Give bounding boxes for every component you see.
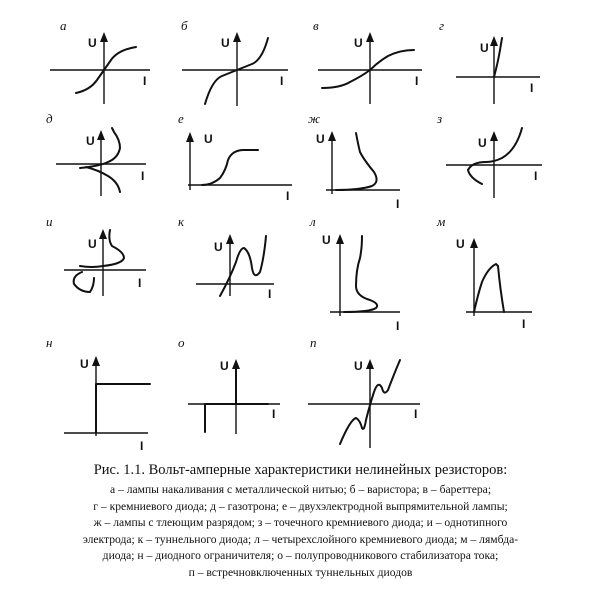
- panel-v-letter: в: [313, 18, 319, 33]
- panel-l-u-label: U: [322, 233, 331, 247]
- panel-b-arrow: [233, 32, 241, 42]
- caption-line: п – встречновключенных туннельных диодов: [188, 565, 413, 579]
- panel-p-u-label: U: [354, 359, 363, 373]
- panel-o-letter: о: [178, 335, 185, 350]
- panel-o-i-label: I: [272, 407, 276, 421]
- panel-e-curve: [202, 150, 258, 185]
- panel-z-u-label: U: [478, 136, 487, 150]
- panel-zh-curve: [336, 133, 377, 190]
- panel-z: [436, 111, 542, 198]
- panel-i-curve: [74, 230, 124, 292]
- panel-l-letter: л: [310, 214, 316, 229]
- panel-n-u-label: U: [80, 357, 89, 371]
- caption-line: электрода; к – туннельного диода; л – четырехслойного кремниевого диода; м – лямбда-: [82, 532, 519, 546]
- panel-zh-i-label: I: [396, 197, 400, 211]
- panel-l-curve: [344, 236, 377, 312]
- panel-o: [178, 335, 280, 434]
- panel-n-curve: [96, 384, 150, 433]
- panel-e: [178, 111, 292, 203]
- panel-m-i-label: I: [522, 317, 526, 331]
- panel-g-letter: г: [439, 18, 445, 33]
- panel-n-i-label: I: [140, 439, 144, 453]
- panel-g-u-label: U: [480, 41, 489, 55]
- figure-caption: [0, 462, 601, 582]
- panel-v-i-label: I: [415, 74, 419, 88]
- panel-m-letter: м: [437, 214, 446, 229]
- panel-l-arrow: [336, 234, 344, 244]
- panel-m-u-label: U: [456, 237, 465, 251]
- panel-zh-arrow: [328, 131, 336, 141]
- panel-g-arrow: [490, 36, 498, 46]
- panel-k-curve: [220, 236, 266, 296]
- panel-a-letter: а: [60, 18, 67, 33]
- caption-line: диода; н – диодного ограничителя; о – полупроводникового стабилизатора тока;: [102, 549, 499, 563]
- panel-v: [313, 18, 422, 104]
- panel-g-i-label: I: [530, 81, 534, 95]
- panel-i-i-label: I: [138, 276, 142, 290]
- panel-z-i-label: I: [534, 169, 538, 183]
- panel-p-letter: п: [310, 335, 317, 350]
- panel-a-i-label: I: [143, 74, 147, 88]
- panel-z-letter: з: [437, 111, 443, 126]
- panel-a-arrow: [100, 32, 108, 42]
- panel-d: [46, 111, 146, 196]
- panel-i-u-label: U: [88, 237, 97, 251]
- panel-l-i-label: I: [396, 319, 400, 333]
- panel-zh-letter: ж: [308, 111, 321, 126]
- panel-k: [178, 214, 274, 301]
- caption-line: ж – лампы с тлеющим разрядом; з – точечного кремниевого диода; и – однотипного: [93, 516, 508, 530]
- panel-k-i-label: I: [268, 287, 272, 301]
- panel-g: [439, 18, 540, 104]
- panel-d-letter: д: [46, 111, 53, 126]
- caption-line: г – кремниевого диода; д – газотрона; е – двухэлектродной выпрямительной лампы;: [93, 499, 508, 513]
- panel-n: [46, 335, 150, 453]
- panel-zh: [308, 111, 400, 211]
- panel-p: [308, 335, 420, 448]
- panel-m-arrow: [470, 238, 478, 248]
- panel-z-arrow: [490, 131, 498, 141]
- panel-zh-u-label: U: [316, 132, 325, 146]
- caption-title: Рис. 1.1. Вольт-амперные характеристики нелинейных резисторов:: [93, 462, 508, 478]
- caption-line: а – лампы накаливания с металлической нитью; б – варистора; в – бареттера;: [109, 483, 492, 496]
- panel-n-letter: н: [46, 335, 53, 350]
- panel-v-arrow: [366, 32, 374, 42]
- panel-o-u-label: U: [220, 359, 229, 373]
- panel-p-arrow: [366, 359, 374, 369]
- panel-m-curve: [474, 264, 504, 312]
- panel-k-letter: к: [178, 214, 185, 229]
- panel-e-letter: е: [178, 111, 184, 126]
- panel-d-u-label: U: [86, 134, 95, 148]
- panel-n-arrow: [92, 356, 100, 366]
- panel-k-u-label: U: [214, 240, 223, 254]
- panel-i: [46, 214, 146, 296]
- panel-b-letter: б: [181, 18, 188, 33]
- panel-e-u-label: U: [204, 132, 213, 146]
- panel-e-i-label: I: [286, 189, 290, 203]
- panel-p-i-label: I: [414, 407, 418, 421]
- panel-e-arrow: [186, 132, 194, 142]
- panel-a-u-label: U: [88, 36, 97, 50]
- panel-m: [436, 214, 532, 331]
- panel-l: [309, 214, 400, 333]
- panel-d-i-label: I: [141, 169, 145, 183]
- panel-b-i-label: I: [280, 74, 284, 88]
- panel-i-letter: и: [46, 214, 53, 229]
- panel-k-arrow: [226, 234, 234, 244]
- panel-i-arrow: [99, 229, 107, 239]
- panel-v-u-label: U: [354, 36, 363, 50]
- panel-v-curve: [322, 50, 414, 88]
- panel-b-u-label: U: [221, 36, 230, 50]
- panel-a: [50, 18, 150, 104]
- panel-d-arrow: [97, 130, 105, 140]
- panel-b: [181, 18, 288, 106]
